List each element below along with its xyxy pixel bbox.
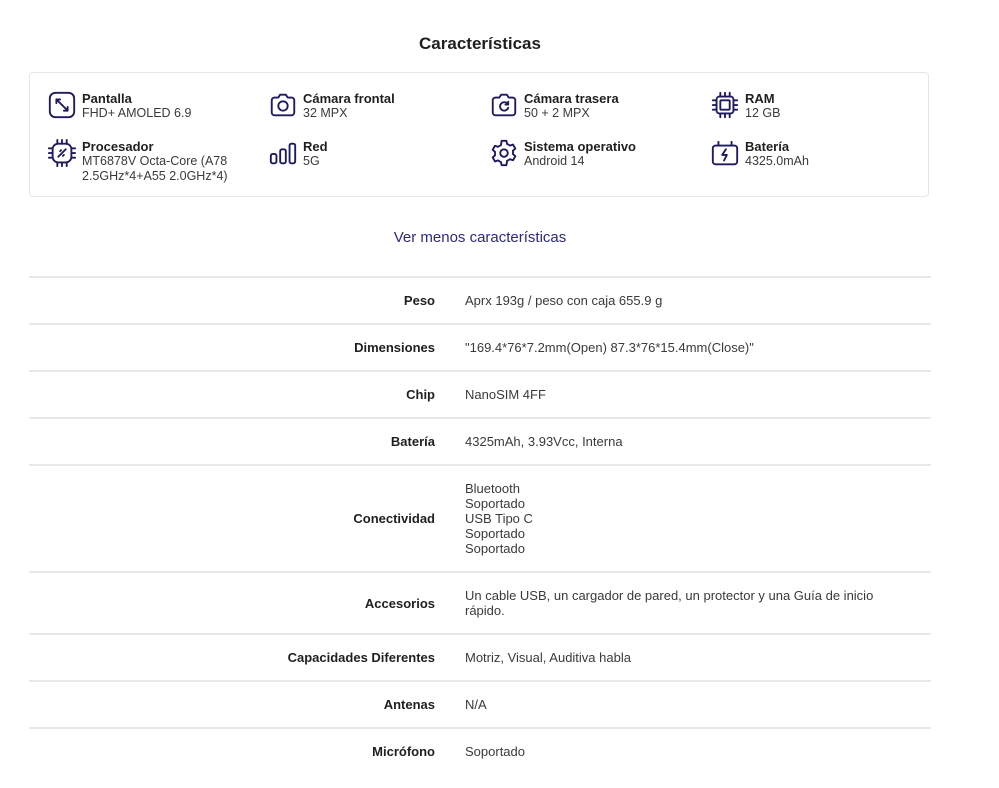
spec-key: Conectividad	[353, 511, 435, 526]
spec-key: Micrófono	[372, 744, 435, 759]
spec-value-line: NanoSIM 4FF	[465, 387, 546, 402]
spec-value-line: Motriz, Visual, Auditiva habla	[465, 650, 631, 665]
feature-value: 12 GB	[745, 106, 781, 120]
camera-icon	[267, 89, 299, 121]
feature-label: Cámara frontal	[303, 91, 395, 106]
spec-value	[465, 650, 885, 665]
spec-value	[465, 293, 885, 308]
spec-value-line: Soportado	[465, 744, 525, 759]
spec-value-line: Bluetooth	[465, 481, 520, 496]
feature-camara-trasera	[488, 89, 619, 121]
spec-value	[465, 434, 885, 449]
feature-camara-frontal	[267, 89, 395, 121]
gear-icon	[488, 137, 520, 169]
feature-label: RAM	[745, 91, 775, 106]
feature-sistema-operativo	[488, 137, 636, 169]
spec-value	[465, 387, 885, 402]
spec-value-line: N/A	[465, 697, 487, 712]
memory-chip-icon	[709, 89, 741, 121]
feature-label: Batería	[745, 139, 790, 154]
spec-row-antenas	[29, 680, 931, 727]
spec-value-line: 4325mAh, 3.93Vcc, Interna	[465, 434, 623, 449]
spec-key: Accesorios	[364, 595, 435, 611]
spec-row-accesorios	[29, 571, 931, 633]
spec-key: Batería	[390, 434, 435, 449]
see-less-features-link[interactable]: Ver menos características	[393, 229, 567, 246]
spec-row-conectividad	[29, 464, 931, 571]
feature-value: Android 14	[524, 154, 585, 168]
spec-key: Capacidades Diferentes	[287, 650, 435, 665]
feature-label: Sistema operativo	[524, 139, 636, 154]
spec-value-line: Aprx 193g / peso con caja 655.9 g	[465, 293, 663, 308]
spec-key: Dimensiones	[354, 340, 435, 355]
feature-ram	[709, 89, 780, 121]
feature-red	[267, 137, 328, 169]
screen-expand-icon	[46, 89, 78, 121]
feature-value: 4325.0mAh	[745, 154, 809, 168]
battery-icon	[709, 137, 741, 169]
spec-row-chip	[29, 370, 931, 417]
spec-value	[465, 481, 885, 556]
spec-value-line: Soportado	[465, 496, 525, 511]
signal-bars-icon	[267, 137, 299, 169]
features-card	[29, 72, 929, 197]
spec-value-line: USB Tipo C	[465, 511, 533, 526]
feature-label: Cámara trasera	[524, 91, 619, 106]
spec-key: Chip	[406, 387, 435, 402]
spec-value	[465, 697, 885, 712]
feature-label: Red	[303, 139, 328, 154]
spec-row-capacidades-diferentes	[29, 633, 931, 680]
feature-label: Procesador	[82, 139, 154, 154]
spec-value-line: Soportado	[465, 541, 525, 556]
feature-value: MT6878V Octa-Core (A78 2.5GHz*4+A55 2.0GHz*4)	[82, 154, 228, 183]
spec-key: Antenas	[383, 697, 435, 712]
spec-row-microfono	[29, 727, 931, 774]
spec-row-peso	[29, 276, 931, 323]
feature-procesador	[46, 137, 232, 184]
camera-rotate-icon	[488, 89, 520, 121]
section-title: Características	[419, 34, 541, 53]
spec-value	[465, 340, 885, 355]
feature-value: 32 MPX	[303, 106, 348, 120]
spec-value-line: Un cable USB, un cargador de pared, un protector y una Guía de inicio rápido.	[465, 588, 874, 618]
processor-icon	[46, 137, 78, 169]
specs-table	[29, 276, 931, 774]
spec-value-line: Soportado	[465, 526, 525, 541]
spec-value	[465, 744, 885, 759]
feature-pantalla	[46, 89, 191, 121]
spec-key: Peso	[403, 293, 435, 308]
spec-value-line: "169.4*76*7.2mm(Open) 87.3*76*15.4mm(Close)"	[465, 340, 754, 355]
feature-bateria	[709, 137, 809, 169]
spec-row-bateria	[29, 417, 931, 464]
feature-value: 50 + 2 MPX	[524, 106, 590, 120]
feature-value: FHD+ AMOLED 6.9	[82, 106, 192, 120]
spec-row-dimensiones	[29, 323, 931, 370]
spec-value	[465, 588, 885, 618]
feature-value: 5G	[303, 154, 320, 168]
feature-label: Pantalla	[82, 91, 132, 106]
